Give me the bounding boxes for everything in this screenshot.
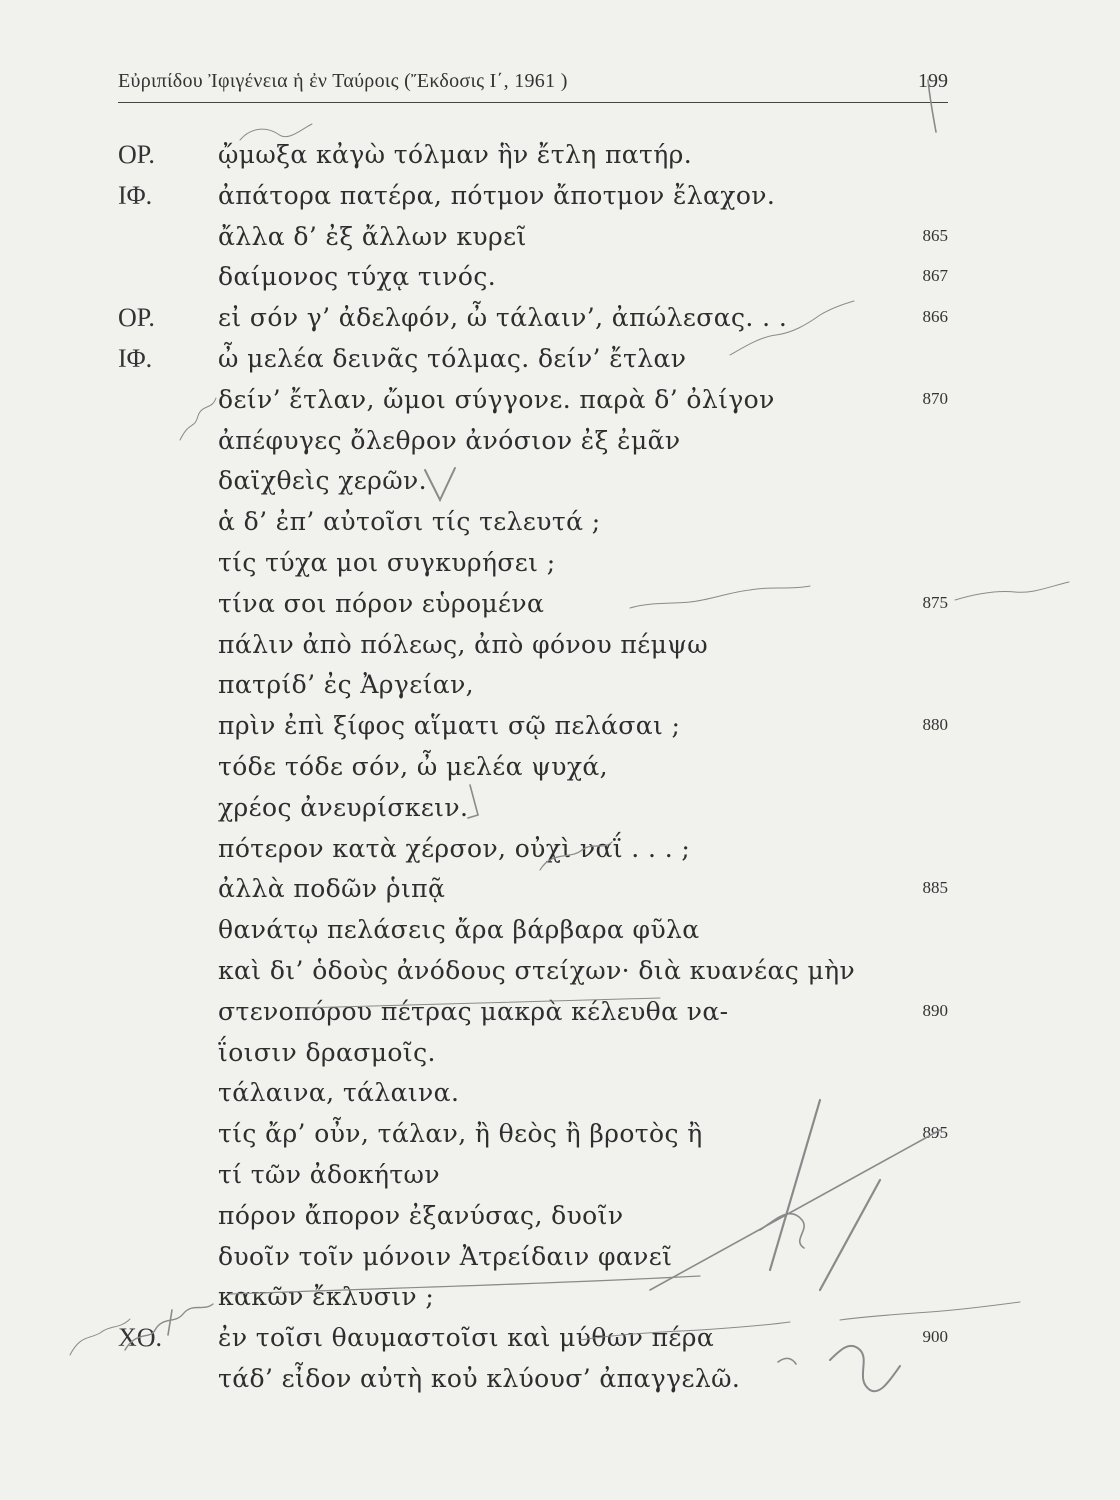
verse-text: χρέος ἀνευρίσκειν. — [218, 792, 469, 822]
verse-line — [0, 1119, 1120, 1153]
verse-text: πάλιν ἀπὸ πόλεως, ἀπὸ φόνου πέμψω — [218, 629, 709, 659]
speaker-label: ΧΟ. — [118, 1323, 163, 1353]
verse-text: ἀπέφυγες ὄλεθρον ἀνόσιον ἐξ ἐμᾶν — [218, 425, 681, 455]
verse-text: δαίμονος τύχᾳ τινός. — [218, 262, 497, 292]
verse-line — [0, 1364, 1120, 1398]
verse-line — [0, 507, 1120, 541]
verse-line — [0, 1242, 1120, 1276]
pencil-mark-margin-1 — [240, 124, 312, 140]
line-number: 866 — [922, 307, 948, 327]
verse-line — [0, 874, 1120, 908]
verse-text: τάδ’ εἶδον αὐτὴ κοὐ κλύουσ’ ἀπαγγελῶ. — [218, 1364, 741, 1393]
verse-text: ΐοισιν δρασμοῖς. — [218, 1037, 436, 1067]
verse-line — [0, 1282, 1120, 1316]
running-header — [118, 66, 948, 96]
speaker-label: ΟΡ. — [118, 303, 155, 333]
verse-line — [0, 997, 1120, 1031]
verse-text: πατρίδ’ ἐς Ἀργείαν, — [218, 670, 475, 700]
verse-line — [0, 222, 1120, 256]
verse-line — [0, 303, 1120, 337]
verse-line — [0, 1160, 1120, 1194]
verse-line — [0, 344, 1120, 378]
verse-text: ὦ μελέα δεινᾶς τόλμας. δείν’ ἔτλαν — [218, 344, 687, 373]
line-number: 890 — [922, 1000, 948, 1020]
verse-line — [0, 915, 1120, 949]
verse-text: καὶ δι’ ὁδοὺς ἀνόδους στείχων· διὰ κυανέας μὴν — [218, 956, 856, 985]
page-number: 199 — [918, 70, 948, 92]
verse-text: στενοπόρου πέτρας μακρὰ κέλευθα να- — [218, 996, 729, 1026]
line-number: 865 — [922, 225, 948, 245]
verse-line — [0, 181, 1120, 215]
verse-text: δείν’ ἔτλαν, ὤμοι σύγγονε. παρὰ δ’ ὀλίγον — [218, 384, 775, 414]
verse-line — [0, 262, 1120, 296]
verse-text: ἄλλα δ’ ἐξ ἄλλων κυρεῖ — [218, 221, 527, 251]
verse-line — [0, 1323, 1120, 1357]
verse-text: κακῶν ἔκλυσιν ; — [218, 1282, 435, 1312]
verse-text: ἐν τοῖσι θαυμαστοῖσι καὶ μύθων πέρα — [218, 1323, 715, 1353]
verse-text: δυοῖν τοῖν μόνοιν Ἀτρείδαιν φανεῖ — [218, 1241, 673, 1271]
verse-text: πότερον κατὰ χέρσον, οὐχὶ ναΐ . . . ; — [218, 833, 691, 863]
speaker-label: ΟΡ. — [118, 140, 155, 169]
verse-line — [0, 589, 1120, 623]
verse-line — [0, 385, 1120, 419]
verse-line — [0, 1201, 1120, 1235]
verse-line — [0, 834, 1120, 868]
verse-text: τάλαινα, τάλαινα. — [218, 1078, 460, 1108]
verse-line — [0, 426, 1120, 460]
line-number: 870 — [922, 388, 948, 408]
verse-text: τί τῶν ἀδοκήτων — [218, 1160, 440, 1189]
verse-text: δαϊχθεὶς χερῶν. — [218, 466, 427, 496]
verse-text: τόδε τόδε σόν, ὦ μελέα ψυχά, — [218, 752, 609, 781]
verse-line — [0, 548, 1120, 582]
verse-text: ἁ δ’ ἐπ’ αὐτοῖσι τίς τελευτά ; — [218, 507, 601, 537]
verse-text: εἰ σόν γ’ ἀδελφόν, ὦ τάλαιν’, ἀπώλεσας. . . — [218, 303, 788, 333]
line-number: 880 — [922, 715, 948, 735]
line-number: 885 — [922, 878, 948, 898]
verse-text: πόρον ἄπορον ἐξανύσας, δυοῖν — [218, 1200, 624, 1230]
verse-line — [0, 630, 1120, 664]
verse-line — [0, 140, 1120, 174]
verse-line — [0, 670, 1120, 704]
line-number: 895 — [922, 1123, 948, 1143]
verse-line — [0, 1078, 1120, 1112]
verse-text: θανάτῳ πελάσεις ἄρα βάρβαρα φῦλα — [218, 915, 700, 945]
verse-line — [0, 466, 1120, 500]
speaker-label: ΙΦ. — [118, 344, 153, 373]
speaker-label: ΙΦ. — [118, 180, 153, 210]
verse-line — [0, 793, 1120, 827]
header-title: Εὐριπίδου Ἰφιγένεια ἡ ἐν Ταύροις (Ἔκδοσις Ι΄, 1961 ) — [118, 70, 568, 92]
line-number: 875 — [922, 592, 948, 612]
line-number: 900 — [922, 1327, 948, 1347]
verse-line — [0, 956, 1120, 990]
verse-text: ᾤμωξα κἀγὼ τόλμαν ἣν ἔτλη πατήρ. — [218, 140, 693, 169]
verse-text: ἀπάτορα πατέρα, πότμον ἄποτμον ἔλαχον. — [218, 180, 776, 210]
verse-text: ἀλλὰ ποδῶν ῥιπᾷ — [218, 874, 446, 904]
verse-text: πρὶν ἐπὶ ξίφος αἵματι σῷ πελάσαι ; — [218, 711, 681, 741]
verse-text: τίνα σοι πόρον εὑρομένα — [218, 588, 545, 618]
verse-line — [0, 711, 1120, 745]
verse-line — [0, 1038, 1120, 1072]
verse-text: τίς τύχα μοι συγκυρήσει ; — [218, 548, 556, 577]
verse-text: τίς ἄρ’ οὖν, τάλαν, ἢ θεὸς ἢ βροτὸς ἢ — [218, 1119, 703, 1149]
verse-line — [0, 752, 1120, 786]
line-number: 867 — [922, 266, 948, 286]
header-rule — [118, 102, 948, 103]
